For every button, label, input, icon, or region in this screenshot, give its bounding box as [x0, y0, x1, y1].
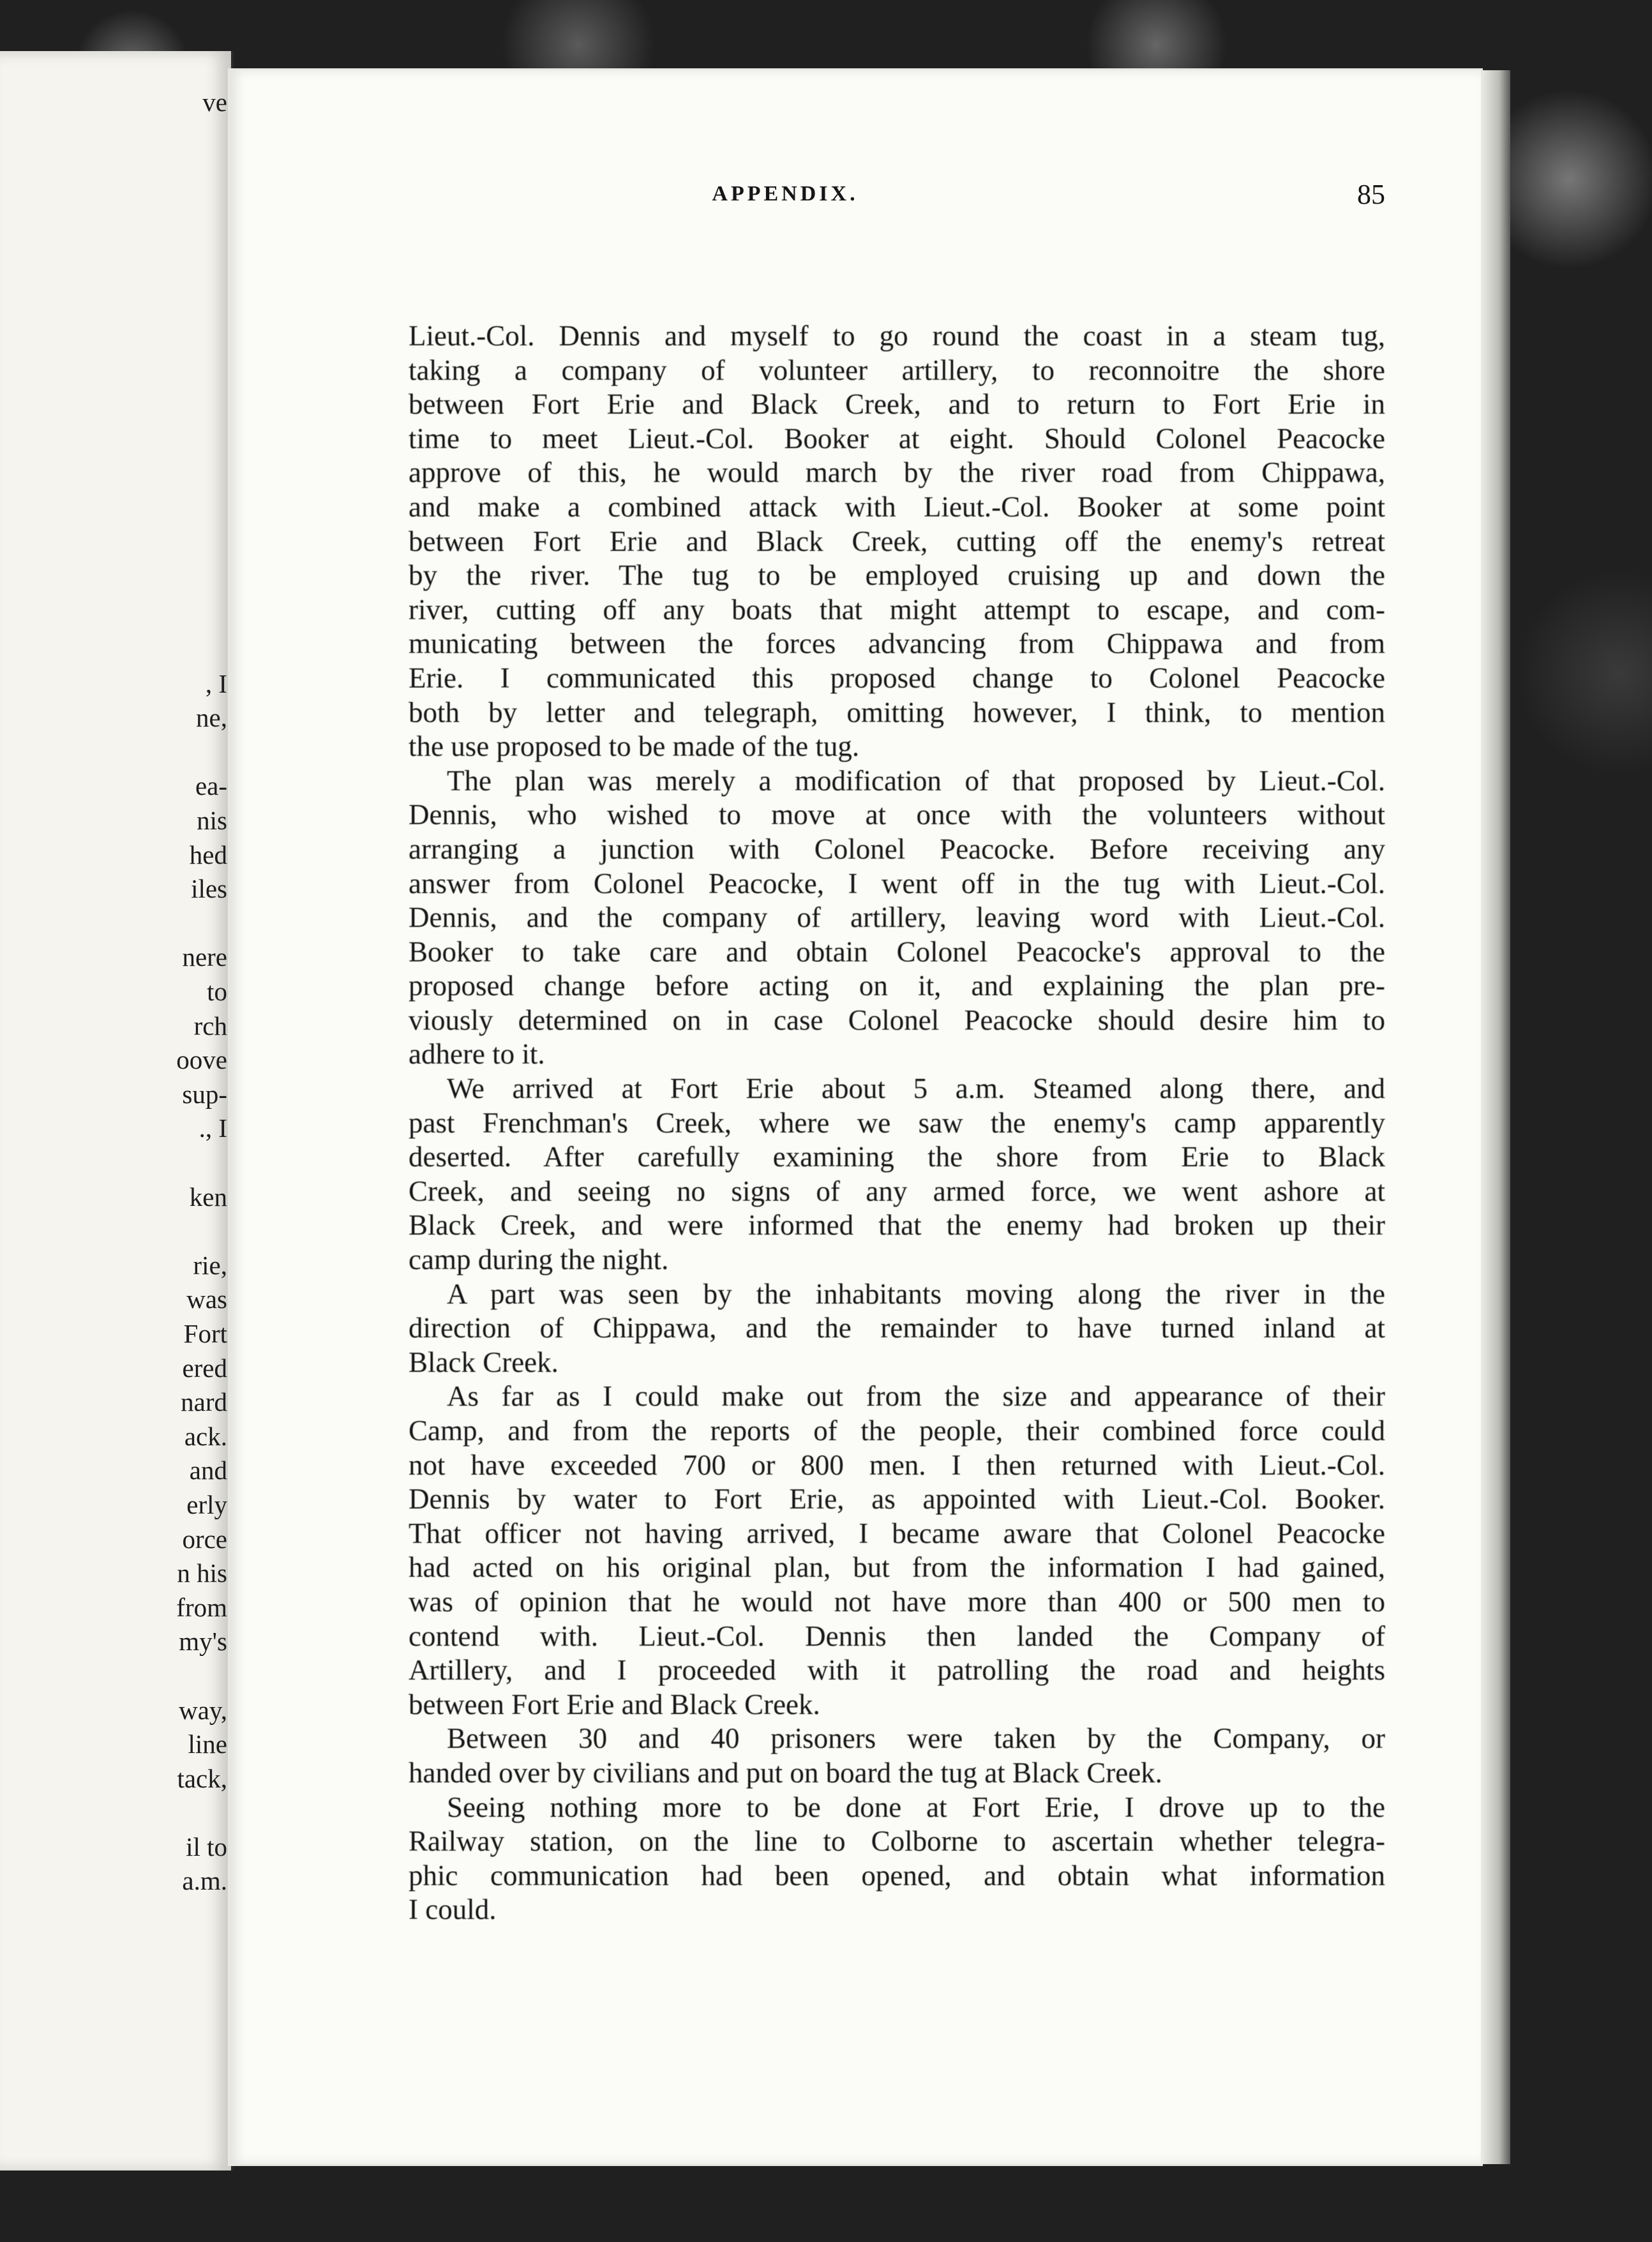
- text-line: Black Creek, and were informed that the enemy had broken up their: [409, 1209, 1385, 1242]
- page-header: [185, 179, 1385, 220]
- text-line: adhere to it.: [409, 1038, 545, 1071]
- left-page-fragment: orce: [182, 1524, 227, 1554]
- text-line: Railway station, on the line to Colborne to ascertain whether telegra-: [409, 1825, 1385, 1858]
- left-page-fragment: [87, 1659, 227, 1694]
- text-line: direction of Chippawa, and the remainder to have turned inland at: [409, 1312, 1385, 1344]
- left-page-fragment: oove: [176, 1045, 227, 1075]
- text-line: proposed change before acting on it, and explaining the plan pre-: [409, 970, 1385, 1002]
- text-line: A part was seen by the inhabitants moving along the river in the: [447, 1277, 1385, 1310]
- left-page-fragment: ered: [182, 1353, 227, 1383]
- text-line: Camp, and from the reports of the people, their combined force could: [409, 1415, 1385, 1447]
- text-line: phic communication had been opened, and obtain what information: [409, 1859, 1385, 1892]
- text-line: deserted. After carefully examining the shore from Erie to Black: [409, 1141, 1385, 1173]
- text-line: Booker to take care and obtain Colonel Peacocke's approval to the: [409, 935, 1385, 968]
- left-page-fragment: [87, 462, 227, 496]
- text-line: river, cutting off any boats that might attempt to escape, and com-: [409, 593, 1385, 626]
- text-line: viously determined on in case Colonel Peacocke should desire him to: [409, 1004, 1385, 1036]
- left-page-fragment: [87, 530, 227, 564]
- left-page-fragment: [87, 735, 227, 770]
- text-line: not have exceeded 700 or 800 men. I then returned with Lieut.-Col.: [409, 1448, 1385, 1481]
- left-page-margin: [0, 51, 234, 2171]
- text-line: Artillery, and I proceeded with it patrolling the road and heights: [409, 1654, 1385, 1687]
- text-line: The plan was merely a modification of that proposed by Lieut.-Col.: [447, 764, 1385, 797]
- page-number: 85: [1357, 179, 1385, 210]
- left-page-fragment: ea-: [195, 771, 227, 801]
- text-line: Erie. I communicated this proposed change to Colonel Peacocke: [409, 661, 1385, 694]
- left-page-fragment: n his: [177, 1558, 227, 1588]
- left-page-fragment: , I: [205, 668, 227, 698]
- left-page-fragment: ken: [189, 1182, 227, 1212]
- text-line: As far as I could make out from the size and appearance of their: [447, 1380, 1385, 1413]
- text-line: had acted on his original plan, but from the information I had gained,: [409, 1551, 1385, 1584]
- text-line: past Frenchman's Creek, where we saw the enemy's camp apparently: [409, 1106, 1385, 1139]
- left-page-fragment: way,: [179, 1695, 227, 1725]
- text-line: contend with. Lieut.-Col. Dennis then landed the Company of: [409, 1620, 1385, 1652]
- text-line: was of opinion that he would not have more than 400 or 500 men to: [409, 1585, 1385, 1618]
- text-line: We arrived at Fort Erie about 5 a.m. Steamed along there, and: [447, 1072, 1385, 1105]
- left-page-text-fragments: [87, 51, 227, 1899]
- text-line: between Fort Erie and Black Creek.: [409, 1688, 820, 1720]
- left-page-fragment: [87, 633, 227, 667]
- text-line: both by letter and telegraph, omitting however, I think, to mention: [409, 696, 1385, 728]
- body-text: [409, 319, 1385, 1927]
- left-page-fragment: [87, 564, 227, 599]
- left-page-fragment: sup-: [182, 1079, 227, 1109]
- left-page-fragment: [87, 599, 227, 633]
- left-page-fragment: from: [176, 1592, 227, 1622]
- left-page-fragment: [87, 290, 227, 325]
- left-page-fragment: ack.: [184, 1421, 227, 1451]
- left-page-fragment: hed: [189, 839, 227, 869]
- left-page-fragment: [87, 907, 227, 941]
- left-page-fragment: [87, 496, 227, 530]
- running-head: APPENDIX.: [712, 182, 859, 206]
- left-page-fragment: [87, 222, 227, 257]
- left-page-fragment: il to: [186, 1832, 227, 1862]
- left-page-fragment: ne,: [196, 703, 227, 733]
- text-line: answer from Colonel Peacocke, I went off in the tug with Lieut.-Col.: [409, 867, 1385, 899]
- left-page-fragment: rie,: [193, 1250, 227, 1280]
- text-line: I could.: [409, 1893, 497, 1926]
- left-page-fragment: [87, 325, 227, 359]
- left-page-fragment: my's: [179, 1627, 227, 1657]
- text-line: between Fort Erie and Black Creek, and to return to Fort Erie in: [409, 388, 1385, 421]
- text-line: Dennis, who wished to move at once with the volunteers without: [409, 799, 1385, 831]
- text-line: Black Creek.: [409, 1346, 559, 1378]
- text-line: Between 30 and 40 prisoners were taken by the Company, or: [447, 1722, 1385, 1755]
- left-page-fragment: [87, 428, 227, 462]
- text-line: arranging a junction with Colonel Peacocke. Before receiving any: [409, 832, 1385, 865]
- left-page-fragment: [87, 257, 227, 291]
- text-line: the use proposed to be made of the tug.: [409, 730, 860, 763]
- text-line: and make a combined attack with Lieut.-Col. Booker at some point: [409, 490, 1385, 523]
- text-line: taking a company of volunteer artillery, to reconnoitre the shore: [409, 354, 1385, 386]
- left-page-fragment: and: [189, 1456, 227, 1486]
- text-line: Creek, and seeing no signs of any armed force, we went ashore at: [409, 1175, 1385, 1207]
- page-edge: [1482, 70, 1510, 2164]
- left-page-fragment: tack,: [177, 1763, 227, 1793]
- left-page-fragment: nard: [181, 1387, 227, 1417]
- text-line: Seeing nothing more to be done at Fort Erie, I drove up to the: [447, 1791, 1385, 1823]
- text-line: between Fort Erie and Black Creek, cutting off the enemy's retreat: [409, 525, 1385, 557]
- left-page-fragment: nis: [197, 806, 227, 836]
- left-page-fragment: [87, 1796, 227, 1830]
- text-line: handed over by civilians and put on board the tug at Black Creek.: [409, 1756, 1162, 1789]
- left-page-fragment: [87, 393, 227, 428]
- left-page-fragment: ve: [202, 87, 227, 117]
- text-line: Dennis by water to Fort Erie, as appointed with Lieut.-Col. Booker.: [409, 1483, 1385, 1516]
- left-page-fragment: iles: [191, 874, 227, 904]
- left-page-fragment: erly: [186, 1489, 227, 1519]
- left-page-fragment: ., I: [199, 1113, 227, 1143]
- text-line: municating between the forces advancing from Chippawa and from: [409, 628, 1385, 660]
- left-page-fragment: a.m.: [182, 1866, 227, 1896]
- text-line: by the river. The tug to be employed cruising up and down the: [409, 559, 1385, 592]
- left-page-fragment: [87, 1146, 227, 1180]
- text-line: camp during the night.: [409, 1244, 669, 1276]
- left-page-fragment: [87, 359, 227, 393]
- left-page-fragment: [87, 1214, 227, 1249]
- left-page-fragment: was: [186, 1284, 227, 1314]
- left-page-fragment: [87, 119, 227, 154]
- left-page-fragment: rch: [193, 1011, 227, 1041]
- left-page-fragment: to: [207, 977, 227, 1007]
- text-line: That officer not having arrived, I became aware that Colonel Peacocke: [409, 1517, 1385, 1549]
- text-line: Dennis, and the company of artillery, leaving word with Lieut.-Col.: [409, 901, 1385, 934]
- left-page-fragment: line: [188, 1729, 227, 1759]
- left-page-fragment: nere: [182, 942, 227, 972]
- text-line: approve of this, he would march by the river road from Chippawa,: [409, 456, 1385, 489]
- left-page-fragment: [87, 51, 227, 86]
- text-line: time to meet Lieut.-Col. Booker at eight. Should Colonel Peacocke: [409, 422, 1385, 455]
- text-line: Lieut.-Col. Dennis and myself to go round the coast in a steam tug,: [409, 320, 1385, 352]
- left-page-fragment: Fort: [183, 1318, 227, 1348]
